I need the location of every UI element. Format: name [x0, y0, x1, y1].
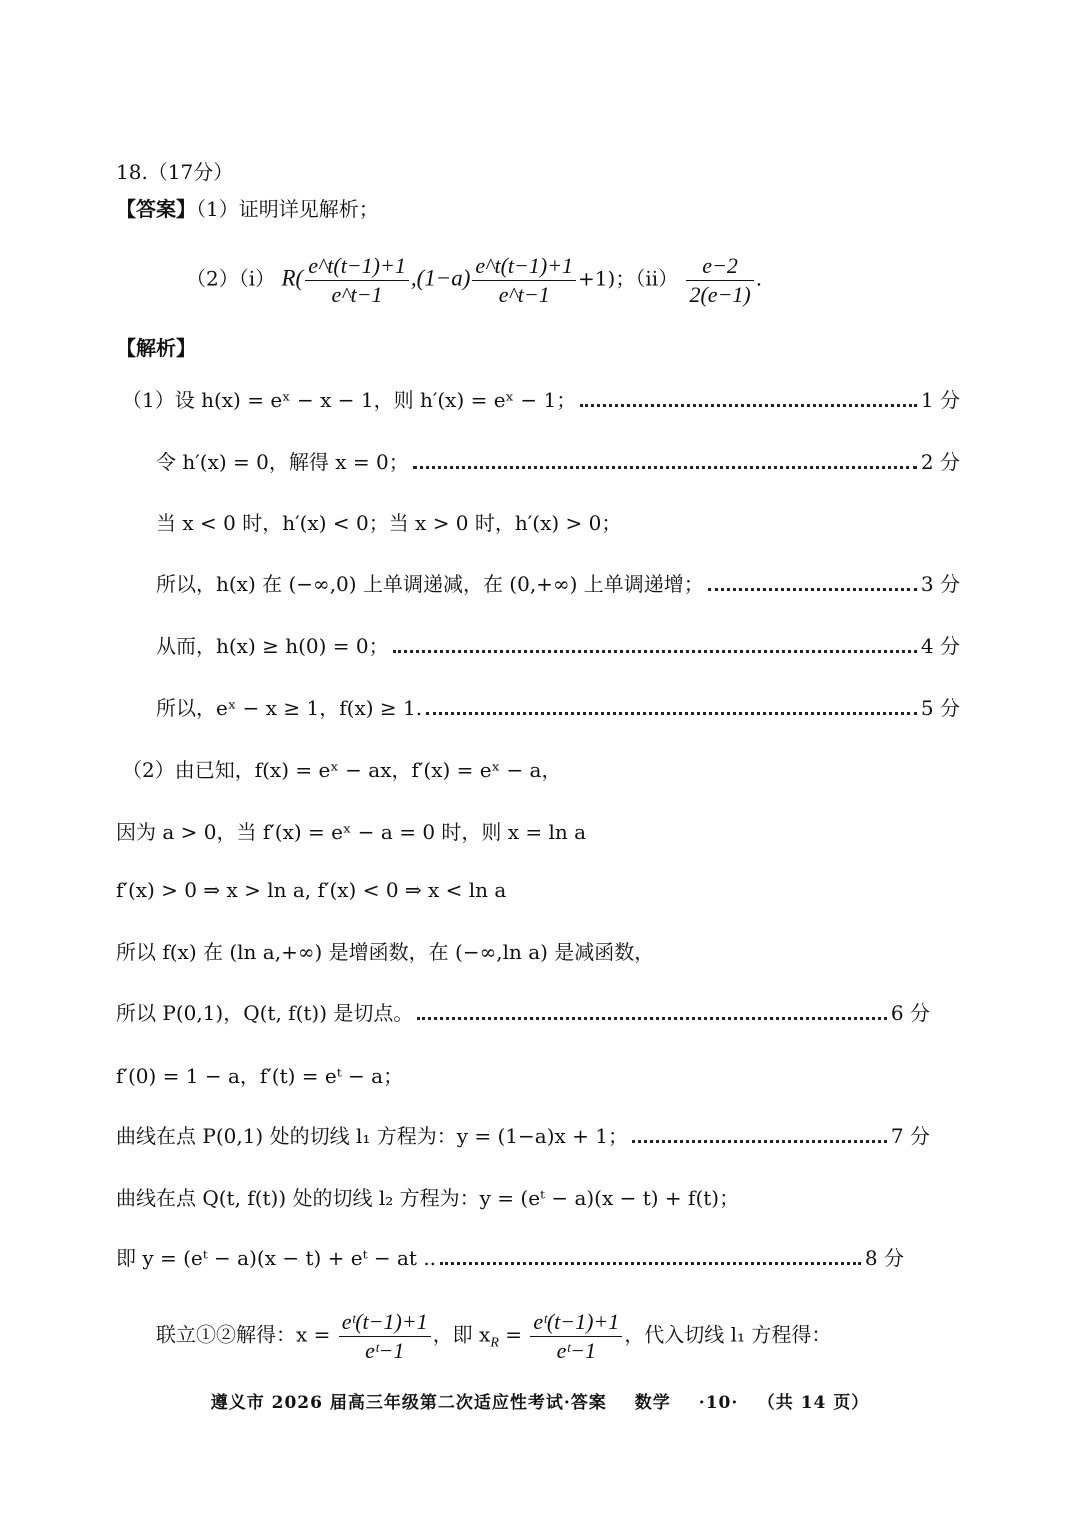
leader-dots	[393, 650, 917, 653]
fraction-xr-1-num: eᵗ(t−1)+1	[339, 1308, 431, 1337]
analysis-line-13-text: 曲线在点 P(0,1) 处的切线 l₁ 方程为：y = (1−a)x + 1；	[116, 1124, 628, 1148]
score-5: 5 分	[920, 696, 960, 720]
analysis-line-12: f′(0) = 1 − a，f′(t) = eᵗ − a；	[116, 1064, 404, 1088]
answer-label: 【答案】	[116, 197, 196, 221]
answer-part2	[186, 252, 762, 308]
analysis-line-6	[156, 698, 960, 720]
point-r-open: R(	[281, 265, 304, 291]
footer-subject: 数学	[634, 1393, 671, 1413]
analysis-line-11-text: 所以 P(0,1)，Q(t, f(t)) 是切点。	[116, 1001, 414, 1025]
score-6: 6 分	[890, 1001, 930, 1025]
score-7: 7 分	[890, 1124, 930, 1148]
fraction-ii-den: 2(e−1)	[689, 281, 751, 307]
fraction-ii-num: e−2	[686, 252, 753, 281]
fraction-x	[305, 252, 409, 308]
line16-part-c: =	[498, 1322, 523, 1347]
line16-part-a: 联立①②解得：x =	[156, 1322, 331, 1347]
line16-part-d: ，代入切线 l₁ 方程得：	[624, 1322, 832, 1347]
page-footer	[0, 1388, 1080, 1413]
problem-heading: 18.（17分）	[116, 160, 234, 184]
answer-part2-prefix: （2）（i）	[186, 266, 276, 291]
fraction-xr-2-num: eᵗ(t−1)+1	[530, 1308, 622, 1337]
fraction-y-num: e^t(t−1)+1	[472, 252, 576, 281]
score-4: 4 分	[920, 634, 960, 658]
analysis-line-2-text: 令 h′(x) = 0，解得 x = 0；	[156, 450, 409, 474]
answer-part1	[116, 199, 379, 219]
analysis-line-15	[116, 1248, 904, 1270]
analysis-line-3: 当 x < 0 时，h′(x) < 0；当 x > 0 时，h′(x) > 0；	[156, 511, 622, 535]
analysis-line-8: 因为 a > 0，当 f′(x) = eˣ − a = 0 时，则 x = ln a	[116, 820, 587, 844]
fraction-xr-2	[530, 1308, 622, 1364]
leader-dots	[426, 712, 917, 715]
leader-dots	[417, 1017, 887, 1020]
fraction-y-den: e^t−1	[498, 281, 550, 307]
analysis-line-16	[156, 1308, 831, 1364]
footer-title: 遵义市 2026 届高三年级第二次适应性考试·答案	[210, 1393, 607, 1413]
leader-dots	[708, 588, 917, 591]
fraction-xr-1	[339, 1308, 431, 1364]
leader-dots	[580, 404, 917, 407]
score-2: 2 分	[920, 450, 960, 474]
analysis-line-11	[116, 1003, 930, 1025]
fraction-xr-1-den: eᵗ−1	[365, 1337, 405, 1363]
leader-dots	[413, 466, 917, 469]
answer-end: .	[755, 266, 763, 291]
score-3: 3 分	[920, 572, 960, 596]
analysis-line-5	[156, 636, 960, 658]
analysis-line-1-text: （1）设 h(x) = eˣ − x − 1，则 h′(x) = eˣ − 1；	[122, 388, 577, 412]
line16-subscript: R	[490, 1335, 499, 1351]
footer-total-pages: （共 14 页）	[766, 1393, 870, 1413]
analysis-line-4-text: 所以，h(x) 在 (−∞,0) 上单调递减，在 (0,+∞) 上单调递增；	[156, 572, 704, 596]
analysis-line-2	[156, 452, 960, 474]
fraction-x-den: e^t−1	[331, 281, 383, 307]
coef-mid: ,(1−a)	[410, 265, 471, 291]
analysis-line-6-text: 所以，eˣ − x ≥ 1，f(x) ≥ 1.	[156, 696, 423, 720]
fraction-ii	[686, 252, 753, 308]
answer-part1-text: （1）证明详见解析；	[196, 197, 379, 221]
line16-part-b: ，即 x	[432, 1322, 491, 1347]
fraction-x-num: e^t(t−1)+1	[305, 252, 409, 281]
leader-dots	[440, 1262, 861, 1265]
analysis-line-7: （2）由已知，f(x) = eˣ − ax，f′(x) = eˣ − a，	[122, 758, 562, 782]
analysis-line-9: f′(x) > 0 ⇒ x > ln a, f′(x) < 0 ⇒ x < ln a	[116, 878, 507, 902]
leader-dots	[632, 1140, 887, 1143]
analysis-line-15-text: 即 y = (eᵗ − a)(x − t) + eᵗ − at ..	[116, 1246, 437, 1270]
analysis-label: 【解析】	[116, 336, 196, 360]
analysis-line-5-text: 从而，h(x) ≥ h(0) = 0；	[156, 634, 389, 658]
analysis-line-14: 曲线在点 Q(t, f(t)) 处的切线 l₂ 方程为：y = (eᵗ − a)(x − t) + f(t)；	[116, 1186, 740, 1210]
footer-page-number: ·10·	[698, 1393, 739, 1413]
analysis-line-4	[156, 574, 960, 596]
score-1: 1 分	[920, 388, 960, 412]
analysis-line-13	[116, 1126, 930, 1148]
analysis-line-1	[122, 390, 960, 412]
score-8: 8 分	[864, 1246, 904, 1270]
answer-tail: +1)；（ii）	[578, 266, 679, 291]
fraction-xr-2-den: eᵗ−1	[556, 1337, 596, 1363]
analysis-line-10: 所以 f(x) 在 (ln a,+∞) 是增函数，在 (−∞,ln a) 是减函数，	[116, 940, 655, 964]
fraction-y	[472, 252, 576, 308]
